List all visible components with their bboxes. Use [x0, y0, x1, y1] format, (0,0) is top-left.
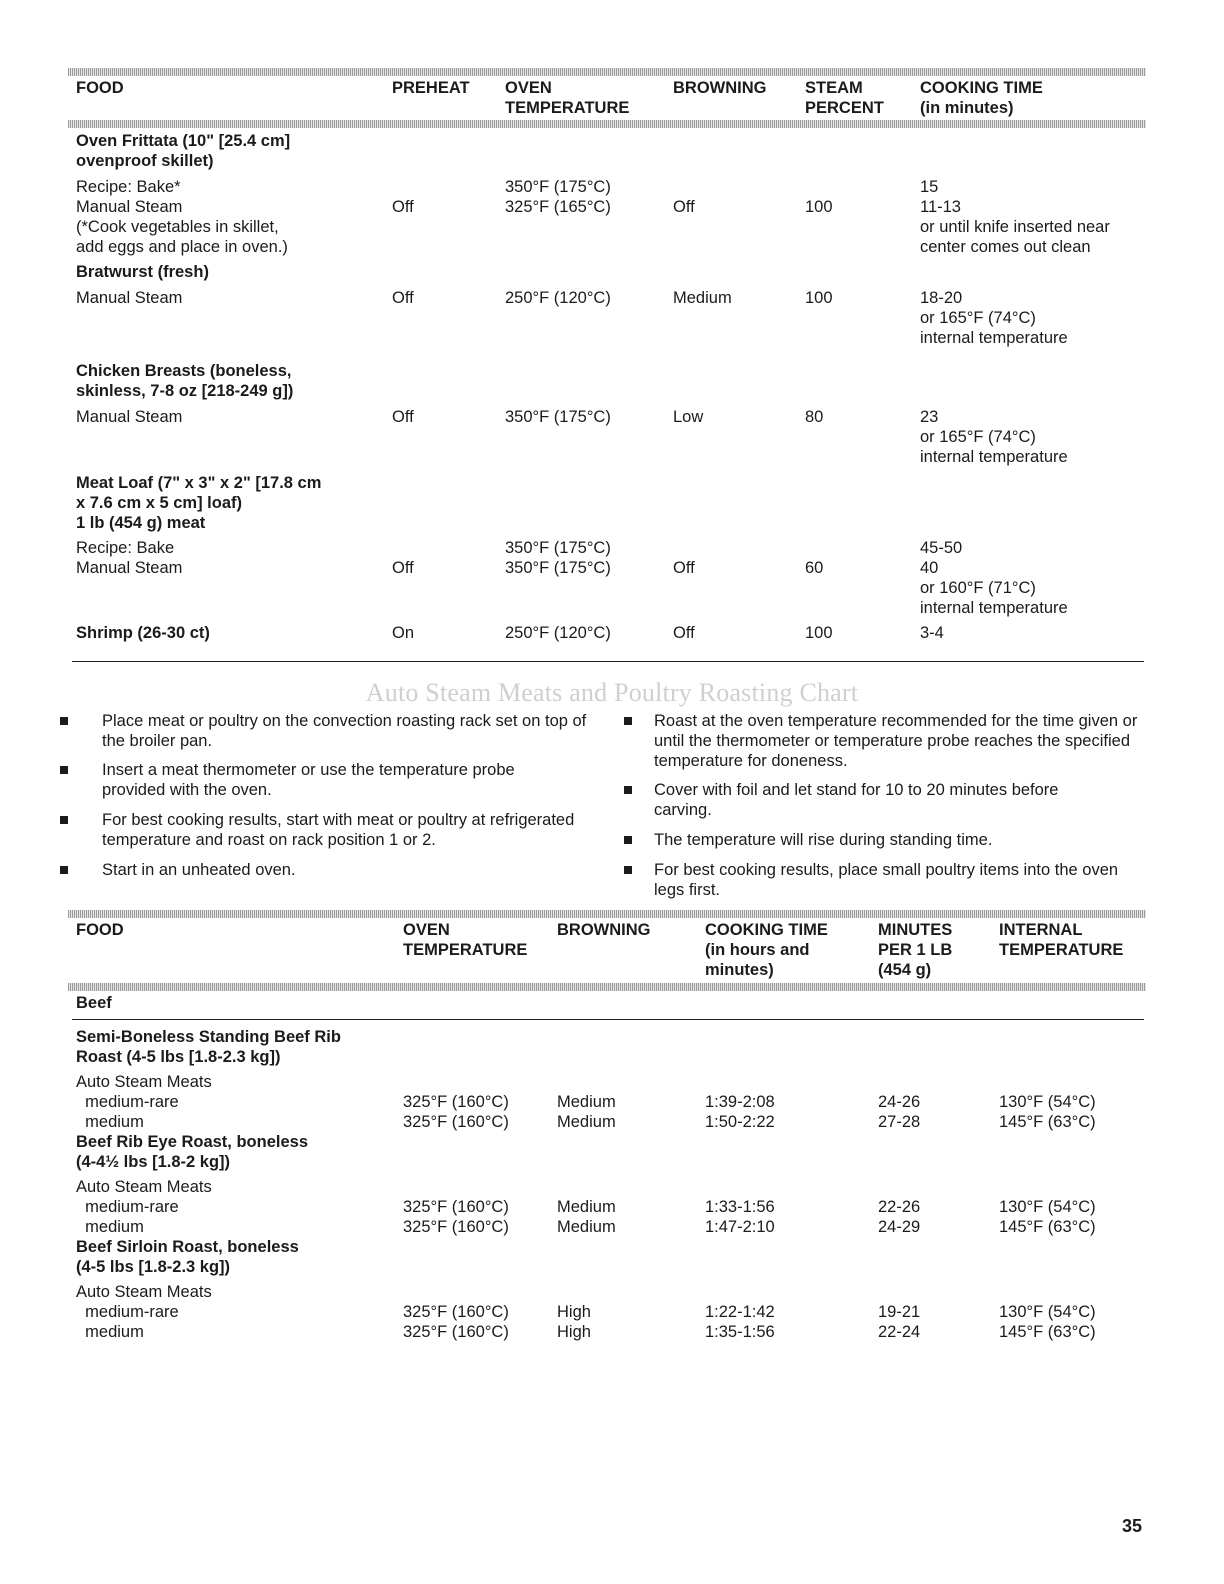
table-row-method: Manual Steam: [76, 289, 183, 307]
table-cell-temp: 350°F (175°C) 325°F (165°C): [505, 178, 611, 216]
bullet-text: Insert a meat thermometer or use the temperature probe provided with the oven.: [102, 761, 515, 799]
table-cell-minutes: 24-26 27-28: [878, 1093, 921, 1131]
table2-header-top-rule: [68, 910, 1146, 918]
bullet-icon: [624, 866, 632, 874]
table-cell-browning: Medium Medium: [557, 1198, 616, 1236]
table1-header-top-rule: [68, 68, 1146, 76]
table-cell-time: 18-20 or 165°F (74°C) internal temperature: [920, 289, 1068, 347]
table-cell-time: 45-50 40 or 160°F (71°C) internal temperature: [920, 539, 1068, 617]
table-cell-internal: 130°F (54°C) 145°F (63°C): [999, 1093, 1096, 1131]
page-number: 35: [1121, 1516, 1142, 1536]
table2-header-cooking-time: COOKING TIME (in hours and minutes): [705, 921, 828, 979]
table2-header-bottom-rule: [68, 983, 1146, 991]
table1-header-bottom-rule: [68, 120, 1146, 128]
table-cell-steam: 100: [805, 198, 833, 216]
table-cell-preheat: Off: [392, 559, 414, 577]
bullet-icon: [624, 836, 632, 844]
table-cell-time: 3-4: [920, 624, 944, 642]
table-cell-steam: 60: [805, 559, 824, 577]
table-cell-browning: High High: [557, 1303, 591, 1341]
bullet-text: For best cooking results, place small poultry items into the oven legs first.: [654, 861, 1119, 899]
table-cell-temp: 325°F (160°C) 325°F (160°C): [403, 1198, 509, 1236]
table2-header-oven-temperature: OVEN TEMPERATURE: [403, 921, 528, 959]
table-cell-temp: 325°F (160°C) 325°F (160°C): [403, 1303, 509, 1341]
table-row-food-shrimp: Shrimp (26-30 ct): [76, 624, 210, 642]
table-row-food-frittata: Oven Frittata (10" [25.4 cm] ovenproof skillet): [76, 132, 291, 170]
bullet-text: Roast at the oven temperature recommended for the time given or until the thermometer or temperature probe reaches the specified temperature for doneness.: [654, 712, 1138, 770]
bullet-text: Place meat or poultry on the convection roasting rack set on top of the broiler pan.: [102, 712, 587, 750]
table-row-method: Auto Steam Meats medium-rare medium: [76, 1283, 212, 1341]
table-cell-steam: 100: [805, 289, 833, 307]
table-cell-browning: Medium: [673, 289, 732, 307]
table2-header-browning: BROWNING: [557, 921, 651, 939]
table2-header-minutes-per-lb: MINUTES PER 1 LB (454 g): [878, 921, 953, 979]
table-cell-preheat: Off: [392, 408, 414, 426]
table1-bottom-rule: [72, 661, 1144, 662]
table-cell-steam: 100: [805, 624, 833, 642]
bullet-icon: [60, 766, 68, 774]
table-cell-steam: 80: [805, 408, 824, 426]
bullet-icon: [60, 717, 68, 725]
table-row-method: Auto Steam Meats medium-rare medium: [76, 1073, 212, 1131]
table1-header-preheat: PREHEAT: [392, 79, 470, 97]
bullet-text: Start in an unheated oven.: [102, 861, 296, 879]
table-cell-browning: Off: [673, 624, 695, 642]
table-cell-preheat: On: [392, 624, 415, 642]
table1-header-steam-percent: STEAM PERCENT: [805, 79, 884, 117]
table1-header-oven-temperature: OVEN TEMPERATURE: [505, 79, 630, 117]
table-cell-time: 15 11-13 or until knife inserted near center comes out clean: [920, 178, 1110, 256]
table-row-food: Beef Rib Eye Roast, boneless (4-4½ lbs [1.8-2 kg]): [76, 1133, 308, 1171]
table-cell-time: 1:22-1:42 1:35-1:56: [705, 1303, 775, 1341]
table-cell-temp: 250°F (120°C): [505, 624, 611, 642]
bullet-text: For best cooking results, start with meat or poultry at refrigerated temperature and roast on rack position 1 or 2.: [102, 811, 575, 849]
section-title: Auto Steam Meats and Poultry Roasting Chart: [365, 678, 859, 707]
table-cell-temp: 350°F (175°C): [505, 408, 611, 426]
bullet-text: The temperature will rise during standing time.: [654, 831, 993, 849]
table-cell-minutes: 22-26 24-29: [878, 1198, 921, 1236]
bullet-icon: [624, 786, 632, 794]
table-cell-time: 1:33-1:56 1:47-2:10: [705, 1198, 775, 1236]
table2-section-rule: [72, 1019, 1144, 1020]
table1-header-food: FOOD: [76, 79, 124, 97]
bullet-icon: [60, 816, 68, 824]
table-row-food-meatloaf: Meat Loaf (7" x 3" x 2" [17.8 cm x 7.6 cm x 5 cm] loaf) 1 lb (454 g) meat: [76, 474, 322, 532]
table2-header-internal-temperature: INTERNAL TEMPERATURE: [999, 921, 1124, 959]
table2-header-food: FOOD: [76, 921, 124, 939]
table-row-method: Recipe: Bake Manual Steam: [76, 539, 183, 577]
table-cell-preheat: Off: [392, 198, 414, 216]
table-cell-minutes: 19-21 22-24: [878, 1303, 921, 1341]
table-cell-browning: Low: [673, 408, 704, 426]
table-row-method: Manual Steam: [76, 408, 183, 426]
table-cell-internal: 130°F (54°C) 145°F (63°C): [999, 1198, 1096, 1236]
table-row-food: Semi-Boneless Standing Beef Rib Roast (4-5 lbs [1.8-2.3 kg]): [76, 1028, 341, 1066]
bullet-icon: [624, 717, 632, 725]
table2-section-beef: Beef: [76, 994, 112, 1012]
table-cell-time: 23 or 165°F (74°C) internal temperature: [920, 408, 1068, 466]
table-row-food: Beef Sirloin Roast, boneless (4-5 lbs [1.8-2.3 kg]): [76, 1238, 299, 1276]
table1-header-cooking-time: COOKING TIME (in minutes): [920, 79, 1043, 117]
table-cell-browning: Medium Medium: [557, 1093, 616, 1131]
table-cell-browning: Off: [673, 198, 695, 216]
table-cell-preheat: Off: [392, 289, 414, 307]
table1-header-browning: BROWNING: [673, 79, 767, 97]
table-row-method: Recipe: Bake* Manual Steam (*Cook vegetables in skillet, add eggs and place in oven.): [76, 178, 288, 256]
table-cell-temp: 350°F (175°C) 350°F (175°C): [505, 539, 611, 577]
table-cell-browning: Off: [673, 559, 695, 577]
table-cell-temp: 325°F (160°C) 325°F (160°C): [403, 1093, 509, 1131]
table-cell-internal: 130°F (54°C) 145°F (63°C): [999, 1303, 1096, 1341]
table-cell-temp: 250°F (120°C): [505, 289, 611, 307]
table-cell-time: 1:39-2:08 1:50-2:22: [705, 1093, 775, 1131]
bullet-icon: [60, 866, 68, 874]
bullet-text: Cover with foil and let stand for 10 to 20 minutes before carving.: [654, 781, 1059, 819]
table-row-method: Auto Steam Meats medium-rare medium: [76, 1178, 212, 1236]
table-row-food-chicken: Chicken Breasts (boneless, skinless, 7-8 oz [218-249 g]): [76, 362, 294, 400]
table-row-food-bratwurst: Bratwurst (fresh): [76, 263, 209, 281]
